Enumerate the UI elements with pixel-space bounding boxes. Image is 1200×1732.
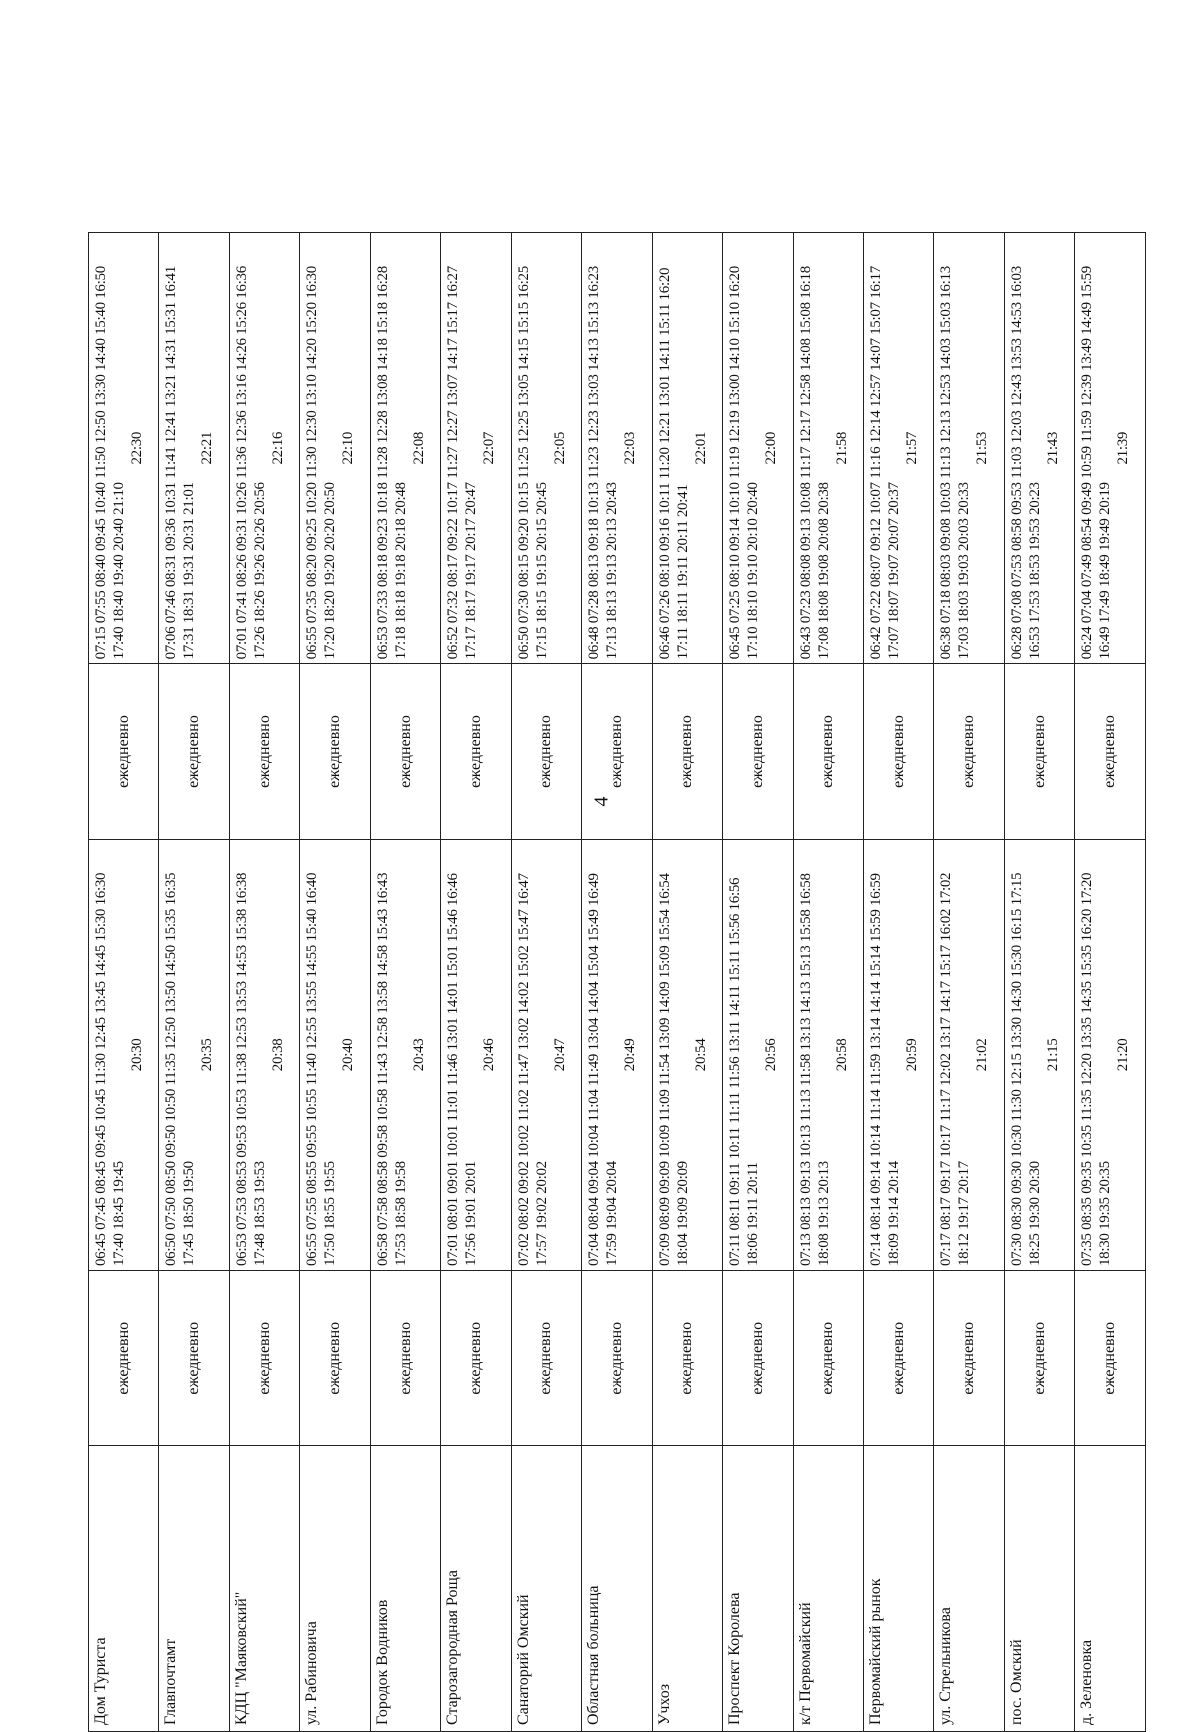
bus-timetable (88, 232, 1146, 1732)
departure-times: 07:04 08:04 09:04 10:04 11:04 11:49 13:04 14:04 15:04 15:49 16:49 17:59 19:04 20:04 (586, 873, 621, 1267)
stop-name: Санаторий Омский (511, 1446, 581, 1732)
departure-times: 06:43 07:23 08:08 09:13 10:08 11:17 12:17 12:58 14:08 15:08 16:18 17:08 18:08 19:08 20:08 20:38 (797, 266, 832, 660)
times-forward (582, 839, 652, 1270)
times-return (89, 233, 159, 664)
timetable-row (300, 233, 370, 1732)
last-departure-time: 22:07 (481, 431, 498, 465)
departure-times: 06:53 07:33 08:18 09:23 10:18 11:28 12:28 13:08 14:18 15:18 16:28 17:18 18:18 19:18 20:18 20:48 (374, 266, 409, 660)
departure-times: 06:55 07:55 08:55 09:55 10:55 11:40 12:55 13:55 14:55 15:40 16:40 17:50 18:55 19:55 (304, 872, 339, 1267)
times-forward (723, 839, 793, 1270)
times-forward (89, 839, 159, 1270)
timetable-row (934, 233, 1004, 1732)
timetable-row (1004, 233, 1074, 1732)
times-return (511, 233, 581, 664)
departure-times: 06:42 07:22 08:07 09:12 10:07 11:16 12:14 12:57 14:07 15:07 16:17 17:07 18:07 19:07 20:07 20:37 (867, 266, 902, 660)
departure-times: 07:09 08:09 09:09 10:09 11:09 11:54 13:09 14:09 15:09 15:54 16:54 18:04 19:09 20:09 (656, 873, 691, 1267)
times-forward (1075, 839, 1145, 1270)
departure-times: 07:01 07:41 08:26 09:31 10:26 11:36 12:36 13:16 14:26 15:26 16:36 17:26 18:26 19:26 20:26 20:56 (233, 266, 268, 660)
times-forward (934, 839, 1004, 1270)
times-return (1075, 233, 1145, 664)
stop-name: Первомайский рынок (863, 1446, 933, 1732)
last-departure-time: 22:03 (622, 431, 639, 465)
last-departure-time: 20:58 (833, 1038, 850, 1072)
last-departure-time: 22:01 (692, 431, 709, 465)
timetable-row (89, 233, 159, 1732)
departure-times: 06:55 07:35 08:20 09:25 10:20 11:30 12:30 13:10 14:20 15:20 16:30 17:20 18:20 19:20 20:20 20:50 (304, 266, 339, 660)
service-days-forward: ежедневно (582, 1271, 652, 1446)
timetable-row (511, 233, 581, 1732)
timetable-row (441, 233, 511, 1732)
times-forward (370, 839, 440, 1270)
times-forward (441, 839, 511, 1270)
service-days-return: ежедневно (723, 664, 793, 839)
service-days-forward: ежедневно (370, 1271, 440, 1446)
stop-name: Областная больница (582, 1446, 652, 1732)
times-forward (300, 839, 370, 1270)
service-days-return: ежедневно (934, 664, 1004, 839)
last-departure-time: 20:54 (692, 1038, 709, 1072)
departure-times: 07:06 07:46 08:31 09:36 10:31 11:41 12:41 13:21 14:31 15:31 16:41 17:31 18:31 19:31 20:31 21:01 (163, 266, 198, 660)
timetable-row (652, 233, 722, 1732)
departure-times: 07:14 08:14 09:14 10:14 11:14 11:59 13:14 14:14 15:14 15:59 16:59 18:09 19:14 20:14 (867, 873, 902, 1267)
departure-times: 06:58 07:58 08:58 09:58 10:58 11:43 12:58 13:58 14:58 15:43 16:43 17:53 18:58 19:58 (374, 872, 409, 1267)
departure-times: 06:38 07:18 08:03 09:08 10:03 11:13 12:13 12:53 14:03 15:03 16:13 17:03 18:03 19:03 20:03 20:33 (938, 266, 973, 660)
stop-name: ул. Стрельникова (934, 1446, 1004, 1732)
departure-times: 06:50 07:50 08:50 09:50 10:50 11:35 12:50 13:50 14:50 15:35 16:35 17:45 18:50 19:50 (163, 872, 198, 1267)
service-days-return: ежедневно (229, 664, 299, 839)
times-forward (511, 839, 581, 1270)
departure-times: 06:46 07:26 08:10 09:16 10:11 11:20 12:21 13:01 14:11 15:11 16:20 17:11 18:11 19:11 20:11 20:41 (656, 267, 691, 660)
stop-name: Главпочтамт (159, 1446, 229, 1732)
service-days-forward: ежедневно (159, 1271, 229, 1446)
times-forward (863, 839, 933, 1270)
last-departure-time: 22:30 (129, 431, 145, 465)
stop-name: ул. Рабиновича (300, 1446, 370, 1732)
times-return (934, 233, 1004, 664)
stop-name: Городок Водников (370, 1446, 440, 1732)
departure-times: 07:17 08:17 09:17 10:17 11:17 12:02 13:17 14:17 15:17 16:02 17:02 18:12 19:17 20:17 (938, 872, 973, 1267)
service-days-forward: ежедневно (300, 1271, 370, 1446)
times-forward (793, 839, 863, 1270)
departure-times: 06:45 07:25 08:10 09:14 10:10 11:19 12:19 13:00 14:10 15:10 16:20 17:10 18:10 19:10 20:10 20:40 (727, 266, 762, 660)
last-departure-time: 20:56 (763, 1038, 780, 1072)
last-departure-time: 22:21 (199, 431, 216, 465)
last-departure-time: 21:43 (1044, 431, 1061, 465)
service-days-forward: ежедневно (934, 1271, 1004, 1446)
page-number: 4 (590, 796, 613, 807)
times-return (229, 233, 299, 664)
departure-times: 07:13 08:13 09:13 10:13 11:13 11:58 13:13 14:13 15:13 15:58 16:58 18:08 19:13 20:13 (797, 873, 832, 1267)
last-departure-time: 20:38 (269, 1038, 286, 1072)
service-days-return: ежедневно (1075, 664, 1145, 839)
service-days-return: ежедневно (582, 664, 652, 839)
service-days-forward: ежедневно (441, 1271, 511, 1446)
stop-name: Учхоз (652, 1446, 722, 1732)
timetable-row (582, 233, 652, 1732)
departure-times: 06:28 07:08 07:53 08:58 09:53 11:03 12:03 12:43 13:53 14:53 16:03 16:53 17:53 18:53 19:53 20:23 (1008, 266, 1043, 660)
service-days-forward: ежедневно (1004, 1271, 1074, 1446)
times-return (863, 233, 933, 664)
times-return (300, 233, 370, 664)
times-return (370, 233, 440, 664)
departure-times: 07:30 08:30 09:30 10:30 11:30 12:15 13:30 14:30 15:30 16:15 17:15 18:25 19:30 20:30 (1008, 872, 1043, 1267)
last-departure-time: 21:39 (1115, 431, 1132, 465)
times-return (441, 233, 511, 664)
service-days-return: ежедневно (863, 664, 933, 839)
service-days-forward: ежедневно (793, 1271, 863, 1446)
timetable-row (370, 233, 440, 1732)
service-days-forward: ежедневно (229, 1271, 299, 1446)
last-departure-time: 22:05 (551, 431, 568, 465)
service-days-return: ежедневно (89, 664, 159, 839)
timetable-row (793, 233, 863, 1732)
last-departure-time: 20:40 (340, 1038, 357, 1072)
timetable-row (863, 233, 933, 1732)
last-departure-time: 20:46 (481, 1038, 498, 1072)
times-forward (652, 839, 722, 1270)
last-departure-time: 21:15 (1044, 1038, 1061, 1072)
departure-times: 06:48 07:28 08:13 09:18 10:13 11:23 12:23 13:03 14:13 15:13 16:23 17:13 18:13 19:13 20:13 20:43 (586, 266, 621, 660)
last-departure-time: 20:59 (903, 1038, 920, 1072)
service-days-forward: ежедневно (89, 1271, 159, 1446)
times-forward (159, 839, 229, 1270)
last-departure-time: 21:53 (974, 431, 991, 465)
departure-times: 07:15 07:55 08:40 09:45 10:40 11:50 12:50 13:30 14:40 15:40 16:50 17:40 18:40 19:40 20:40 21:10 (93, 266, 127, 660)
stop-name: д. Зеленовка (1075, 1446, 1145, 1732)
service-days-return: ежедневно (1004, 664, 1074, 839)
timetable-row (229, 233, 299, 1732)
timetable-row (159, 233, 229, 1732)
service-days-forward: ежедневно (723, 1271, 793, 1446)
departure-times: 06:45 07:45 08:45 09:45 10:45 11:30 12:45 13:45 14:45 15:30 16:30 17:40 18:45 19:45 (93, 872, 127, 1267)
stop-name: Старозагородная Роща (441, 1446, 511, 1732)
service-days-return: ежедневно (159, 664, 229, 839)
stop-name: Проспект Королева (723, 1446, 793, 1732)
service-days-forward: ежедневно (863, 1271, 933, 1446)
stop-name: к/т Первомайский (793, 1446, 863, 1732)
departure-times: 07:11 08:11 09:11 10:11 11:11 11:56 13:11 14:11 15:11 15:56 16:56 18:06 19:11 20:11 (727, 877, 762, 1267)
timetable-body (89, 233, 1146, 1732)
service-days-return: ежедневно (652, 664, 722, 839)
service-days-forward: ежедневно (652, 1271, 722, 1446)
last-departure-time: 20:30 (129, 1038, 145, 1072)
timetable-row (723, 233, 793, 1732)
times-return (652, 233, 722, 664)
departure-times: 06:52 07:32 08:17 09:22 10:17 11:27 12:27 13:07 14:17 15:17 16:27 17:17 18:17 19:17 20:17 20:47 (445, 266, 480, 660)
rotated-timetable-sheet (88, 266, 1145, 1732)
service-days-forward: ежедневно (1075, 1271, 1145, 1446)
service-days-return: ежедневно (370, 664, 440, 839)
departure-times: 06:53 07:53 08:53 09:53 10:53 11:38 12:53 13:53 14:53 15:38 16:38 17:48 18:53 19:53 (233, 872, 268, 1267)
departure-times: 07:02 08:02 09:02 10:02 11:02 11:47 13:02 14:02 15:02 15:47 16:47 17:57 19:02 20:02 (515, 873, 550, 1267)
departure-times: 06:50 07:30 08:15 09:20 10:15 11:25 12:25 13:05 14:15 15:15 16:25 17:15 18:15 19:15 20:15 20:45 (515, 266, 550, 660)
last-departure-time: 21:20 (1115, 1038, 1132, 1072)
timetable-row (1075, 233, 1145, 1732)
last-departure-time: 20:43 (410, 1038, 427, 1072)
last-departure-time: 21:02 (974, 1038, 991, 1072)
last-departure-time: 22:08 (410, 431, 427, 465)
times-return (793, 233, 863, 664)
stop-name: Дом Туриста (89, 1446, 159, 1732)
service-days-forward: ежедневно (511, 1271, 581, 1446)
last-departure-time: 22:00 (763, 431, 780, 465)
stop-name: КДЦ "Маяковский" (229, 1446, 299, 1732)
last-departure-time: 20:47 (551, 1038, 568, 1072)
service-days-return: ежедневно (441, 664, 511, 839)
departure-times: 06:24 07:04 07:49 08:54 09:49 10:59 11:59 12:39 13:49 14:49 15:59 16:49 17:49 18:49 19:49 20:19 (1079, 266, 1114, 660)
stop-name: пос. Омский (1004, 1446, 1074, 1732)
last-departure-time: 21:58 (833, 431, 850, 465)
times-return (582, 233, 652, 664)
service-days-return: ежедневно (511, 664, 581, 839)
last-departure-time: 22:16 (269, 431, 286, 465)
departure-times: 07:01 08:01 09:01 10:01 11:01 11:46 13:01 14:01 15:01 15:46 16:46 17:56 19:01 20:01 (445, 873, 480, 1267)
times-return (1004, 233, 1074, 664)
times-forward (1004, 839, 1074, 1270)
last-departure-time: 20:49 (622, 1038, 639, 1072)
times-forward (229, 839, 299, 1270)
departure-times: 07:35 08:35 09:35 10:35 11:35 12:20 13:35 14:35 15:35 16:20 17:20 18:30 19:35 20:35 (1079, 872, 1114, 1267)
last-departure-time: 22:10 (340, 431, 357, 465)
last-departure-time: 20:35 (199, 1038, 216, 1072)
service-days-return: ежедневно (793, 664, 863, 839)
times-return (159, 233, 229, 664)
service-days-return: ежедневно (300, 664, 370, 839)
last-departure-time: 21:57 (903, 431, 920, 465)
times-return (723, 233, 793, 664)
